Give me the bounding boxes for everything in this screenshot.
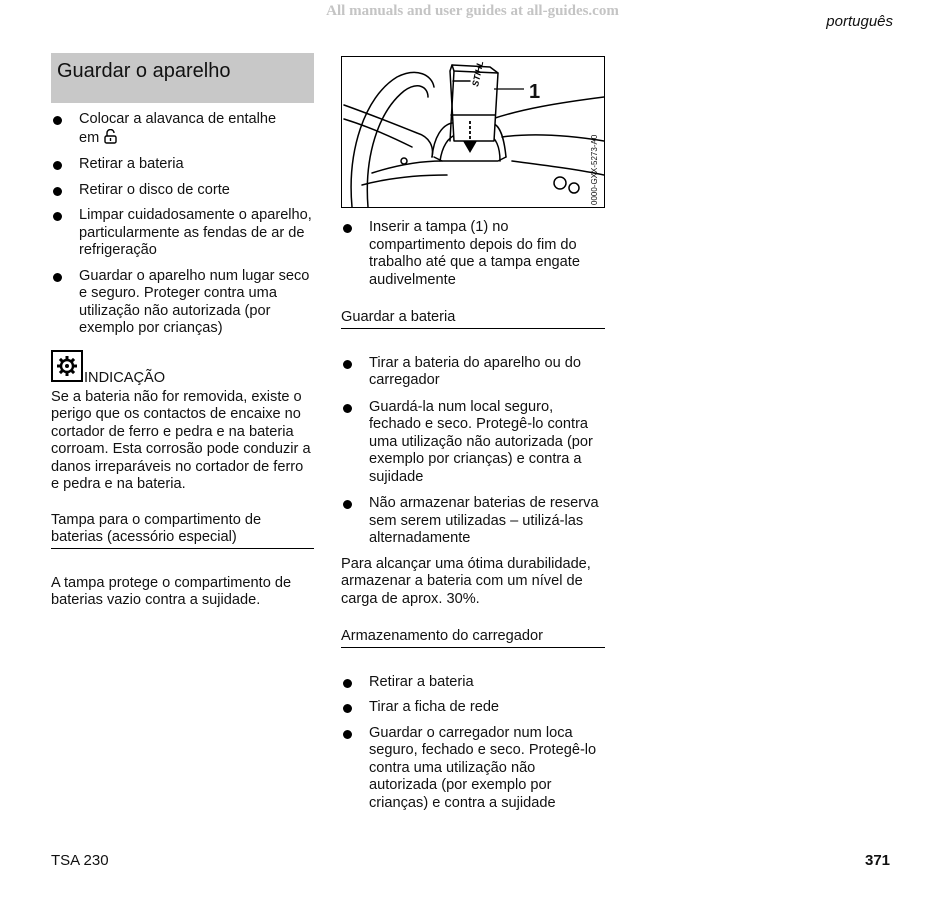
list-item: Retirar a bateria (51, 156, 314, 174)
section-heading-store-device: Guardar o aparelho (51, 53, 314, 103)
note-header (51, 349, 314, 386)
watermark: All manuals and user guides at all-guides.com (326, 3, 619, 19)
list-item-line2: em (79, 129, 100, 146)
section-heading-battery-cover: Tampa para o compartimento de baterias (acessório especial) (51, 512, 314, 549)
gear-icon (51, 350, 83, 382)
note-label: INDICAÇÃO (84, 369, 166, 386)
left-column (51, 53, 314, 610)
language-label: português (826, 13, 893, 30)
list-item-line1: Colocar a alavanca de entalhe (79, 111, 277, 127)
list-item: Guardar o carregador num loca seguro, fechado e seco. Protegê-lo contra uma utilização não autorizada (por exemplo por crianças) e contra a sujidade (341, 725, 605, 813)
list-item: Tirar a ficha de rede (341, 699, 605, 717)
list-item: Guardá-la num local seguro, fechado e seco. Protegê-lo contra uma utilização não autorizada (por exemplo por crianças) e contra a sujidade (341, 399, 605, 487)
page-number: 371 (865, 852, 891, 869)
list-item: Limpar cuidadosamente o aparelho, particularmente as fendas de ar de refrigeração (51, 207, 314, 260)
battery-cover-text: A tampa protege o compartimento de baterias vazio contra a sujidade. (51, 574, 292, 608)
list-item: Inserir a tampa (1) no compartimento depois do fim do trabalho até que a tampa engate audivelmente (341, 219, 605, 289)
section-heading-store-battery: Guardar a bateria (341, 309, 605, 329)
list-item: Não armazenar baterias de reserva sem serem utilizadas – utilizá-las alternadamente (341, 495, 605, 548)
list-item (51, 111, 314, 147)
charger-storage-list (341, 674, 605, 813)
list-item: Guardar o aparelho num lugar seco e seguro. Proteger contra uma utilização não autorizada (por exemplo por crianças) (51, 268, 314, 338)
footer-model: TSA 230 (51, 852, 109, 869)
insert-cover-list (341, 219, 605, 289)
store-device-list (51, 111, 314, 338)
list-item: Retirar o disco de corte (51, 182, 314, 200)
battery-cover-figure (341, 56, 605, 208)
list-item: Tirar a bateria do aparelho ou do carregador (341, 355, 605, 390)
figure-callout: 1 (529, 81, 541, 103)
battery-charge-text: Para alcançar uma ótima durabilidade, armazenar a bateria com um nível de carga de aprox. 30%. (341, 555, 591, 607)
device-illustration (342, 57, 604, 207)
list-item: Retirar a bateria (341, 674, 605, 692)
right-column (341, 56, 605, 812)
store-battery-list (341, 355, 605, 548)
section-heading-charger-storage: Armazenamento do carregador (341, 628, 605, 648)
note-text: Se a bateria não for removida, existe o perigo que os contactos de encaixe no cortador de ferro e pedra e na bateria corroam. Esta corrosão pode conduzir a danos irreparáveis no cortador de ferro e pedra e na bateria. (51, 388, 311, 492)
brand-logo: STIHL (470, 59, 486, 88)
figure-code: 0000-GXX-5273-A0 (590, 134, 599, 205)
unlock-icon (104, 129, 117, 144)
